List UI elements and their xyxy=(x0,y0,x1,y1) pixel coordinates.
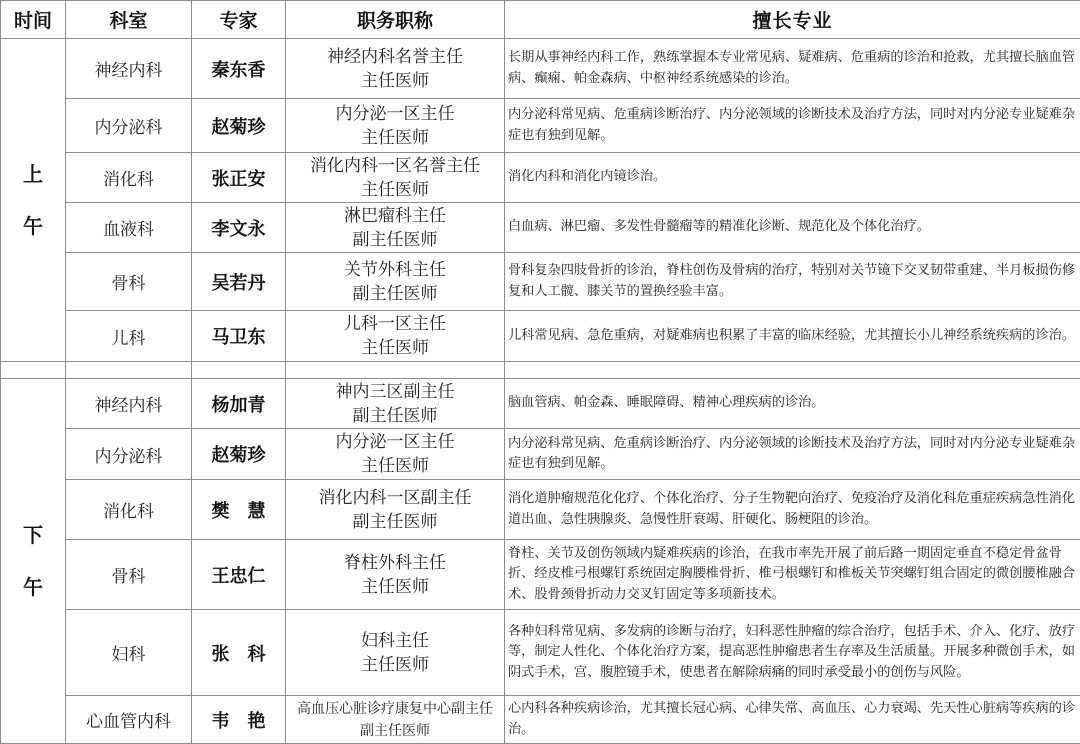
title-cell: 神经内科名誉主任 主任医师 xyxy=(286,39,505,99)
table-row xyxy=(1,696,1080,744)
title-cell: 淋巴瘤科主任 副主任医师 xyxy=(286,203,505,253)
specialty-cell: 儿科常见病、急危重病，对疑难病也积累了丰富的临床经验，尤其擅长小儿神经系统疾病的诊治。 xyxy=(505,311,1080,362)
department-cell: 神经内科 xyxy=(66,379,192,429)
specialty-cell: 脑血管病、帕金森、睡眠障碍、精神心理疾病的诊治。 xyxy=(505,379,1080,429)
expert-cell: 秦东香 xyxy=(192,39,286,99)
header-expert: 专家 xyxy=(192,1,286,39)
title-cell: 儿科一区主任 主任医师 xyxy=(286,311,505,362)
title-cell: 妇科主任 主任医师 xyxy=(286,610,505,696)
department-cell: 内分泌科 xyxy=(66,99,192,153)
expert-cell: 吴若丹 xyxy=(192,253,286,311)
specialty-cell: 内分泌科常见病、危重病诊断治疗、内分泌领域的诊断技术及治疗方法，同时对内分泌专业疑难杂症也有独到见解。 xyxy=(505,99,1080,153)
header-title: 职务职称 xyxy=(286,1,505,39)
specialty-cell: 长期从事神经内科工作，熟练掌握本专业常见病、疑难病、危重病的诊治和抢救，尤其擅长脑血管病、癫痫、帕金森病、中枢神经系统感染的诊治。 xyxy=(505,39,1080,99)
table-row xyxy=(1,429,1080,480)
title-cell: 内分泌一区主任 主任医师 xyxy=(286,99,505,153)
department-cell: 儿科 xyxy=(66,311,192,362)
department-cell: 消化科 xyxy=(66,153,192,203)
header-specialty: 擅长专业 xyxy=(505,1,1080,39)
department-cell: 内分泌科 xyxy=(66,429,192,480)
department-cell: 消化科 xyxy=(66,480,192,540)
specialty-cell: 脊柱、关节及创伤领域内疑难疾病的诊治，在我市率先开展了前后路一期固定垂直不稳定骨盆骨折、经皮椎弓根螺钉系统固定胸腰椎骨折、椎弓根螺钉和椎板关节突螺钉组合固定的微创腰椎融合术、股骨颈骨折动力交叉钉固定等多项新技术。 xyxy=(505,540,1080,610)
morning-label: 上 午 xyxy=(1,39,66,362)
expert-cell: 韦 艳 xyxy=(192,696,286,744)
table-row xyxy=(1,540,1080,610)
department-cell: 血液科 xyxy=(66,203,192,253)
spacer-row xyxy=(1,362,1080,379)
expert-cell: 张 科 xyxy=(192,610,286,696)
specialty-cell: 心内科各种疾病诊治，尤其擅长冠心病、心律失常、高血压、心力衰竭、先天性心脏病等疾病的诊治。 xyxy=(505,696,1080,744)
expert-cell: 樊 慧 xyxy=(192,480,286,540)
expert-cell: 杨加青 xyxy=(192,379,286,429)
header-department: 科室 xyxy=(66,1,192,39)
table-row xyxy=(1,253,1080,311)
title-cell: 脊柱外科主任 主任医师 xyxy=(286,540,505,610)
specialty-cell: 白血病、淋巴瘤、多发性骨髓瘤等的精准化诊断、规范化及个体化治疗。 xyxy=(505,203,1080,253)
table-row xyxy=(1,153,1080,203)
table-row xyxy=(1,480,1080,540)
title-cell: 神内三区副主任 副主任医师 xyxy=(286,379,505,429)
specialty-cell: 各种妇科常见病、多发病的诊断与治疗，妇科恶性肿瘤的综合治疗，包括手术、介入、化疗、放疗等，制定人性化、个体化治疗方案，提高恶性肿瘤患者生存率及生活质量。开展多种微创手术，如阴式手术，宫、腹腔镜手术，使患者在解除病痛的同时承受最小的创伤与风险。 xyxy=(505,610,1080,696)
table-row xyxy=(1,311,1080,362)
expert-cell: 王忠仁 xyxy=(192,540,286,610)
department-cell: 神经内科 xyxy=(66,39,192,99)
table-row xyxy=(1,203,1080,253)
department-cell: 心血管内科 xyxy=(66,696,192,744)
specialty-cell: 消化内科和消化内镜诊治。 xyxy=(505,153,1080,203)
title-cell: 高血压心脏诊疗康复中心副主任 副主任医师 xyxy=(286,696,505,744)
expert-cell: 马卫东 xyxy=(192,311,286,362)
specialty-cell: 消化道肿瘤规范化化疗、个体化治疗、分子生物靶向治疗、免疫治疗及消化科危重症疾病急性消化道出血、急性胰腺炎、急慢性肝衰竭、肝硬化、肠梗阻的诊治。 xyxy=(505,480,1080,540)
department-cell: 妇科 xyxy=(66,610,192,696)
afternoon-label: 下 午 xyxy=(1,379,66,744)
expert-cell: 赵菊珍 xyxy=(192,429,286,480)
title-cell: 消化内科一区名誉主任 主任医师 xyxy=(286,153,505,203)
header-row xyxy=(1,1,1080,39)
header-time: 时间 xyxy=(1,1,66,39)
expert-cell: 赵菊珍 xyxy=(192,99,286,153)
expert-cell: 张正安 xyxy=(192,153,286,203)
title-cell: 内分泌一区主任 主任医师 xyxy=(286,429,505,480)
title-cell: 消化内科一区副主任 副主任医师 xyxy=(286,480,505,540)
table-row xyxy=(1,39,1080,99)
table-row xyxy=(1,610,1080,696)
department-cell: 骨科 xyxy=(66,540,192,610)
table-row xyxy=(1,379,1080,429)
specialty-cell: 内分泌科常见病、危重病诊断治疗、内分泌领域的诊断技术及治疗方法，同时对内分泌专业疑难杂症也有独到见解。 xyxy=(505,429,1080,480)
table-row xyxy=(1,99,1080,153)
title-cell: 关节外科主任 副主任医师 xyxy=(286,253,505,311)
specialty-cell: 骨科复杂四肢骨折的诊治，脊柱创伤及骨病的治疗，特别对关节镜下交叉韧带重建、半月板损伤修复和人工髋、膝关节的置换经验丰富。 xyxy=(505,253,1080,311)
department-cell: 骨科 xyxy=(66,253,192,311)
expert-cell: 李文永 xyxy=(192,203,286,253)
